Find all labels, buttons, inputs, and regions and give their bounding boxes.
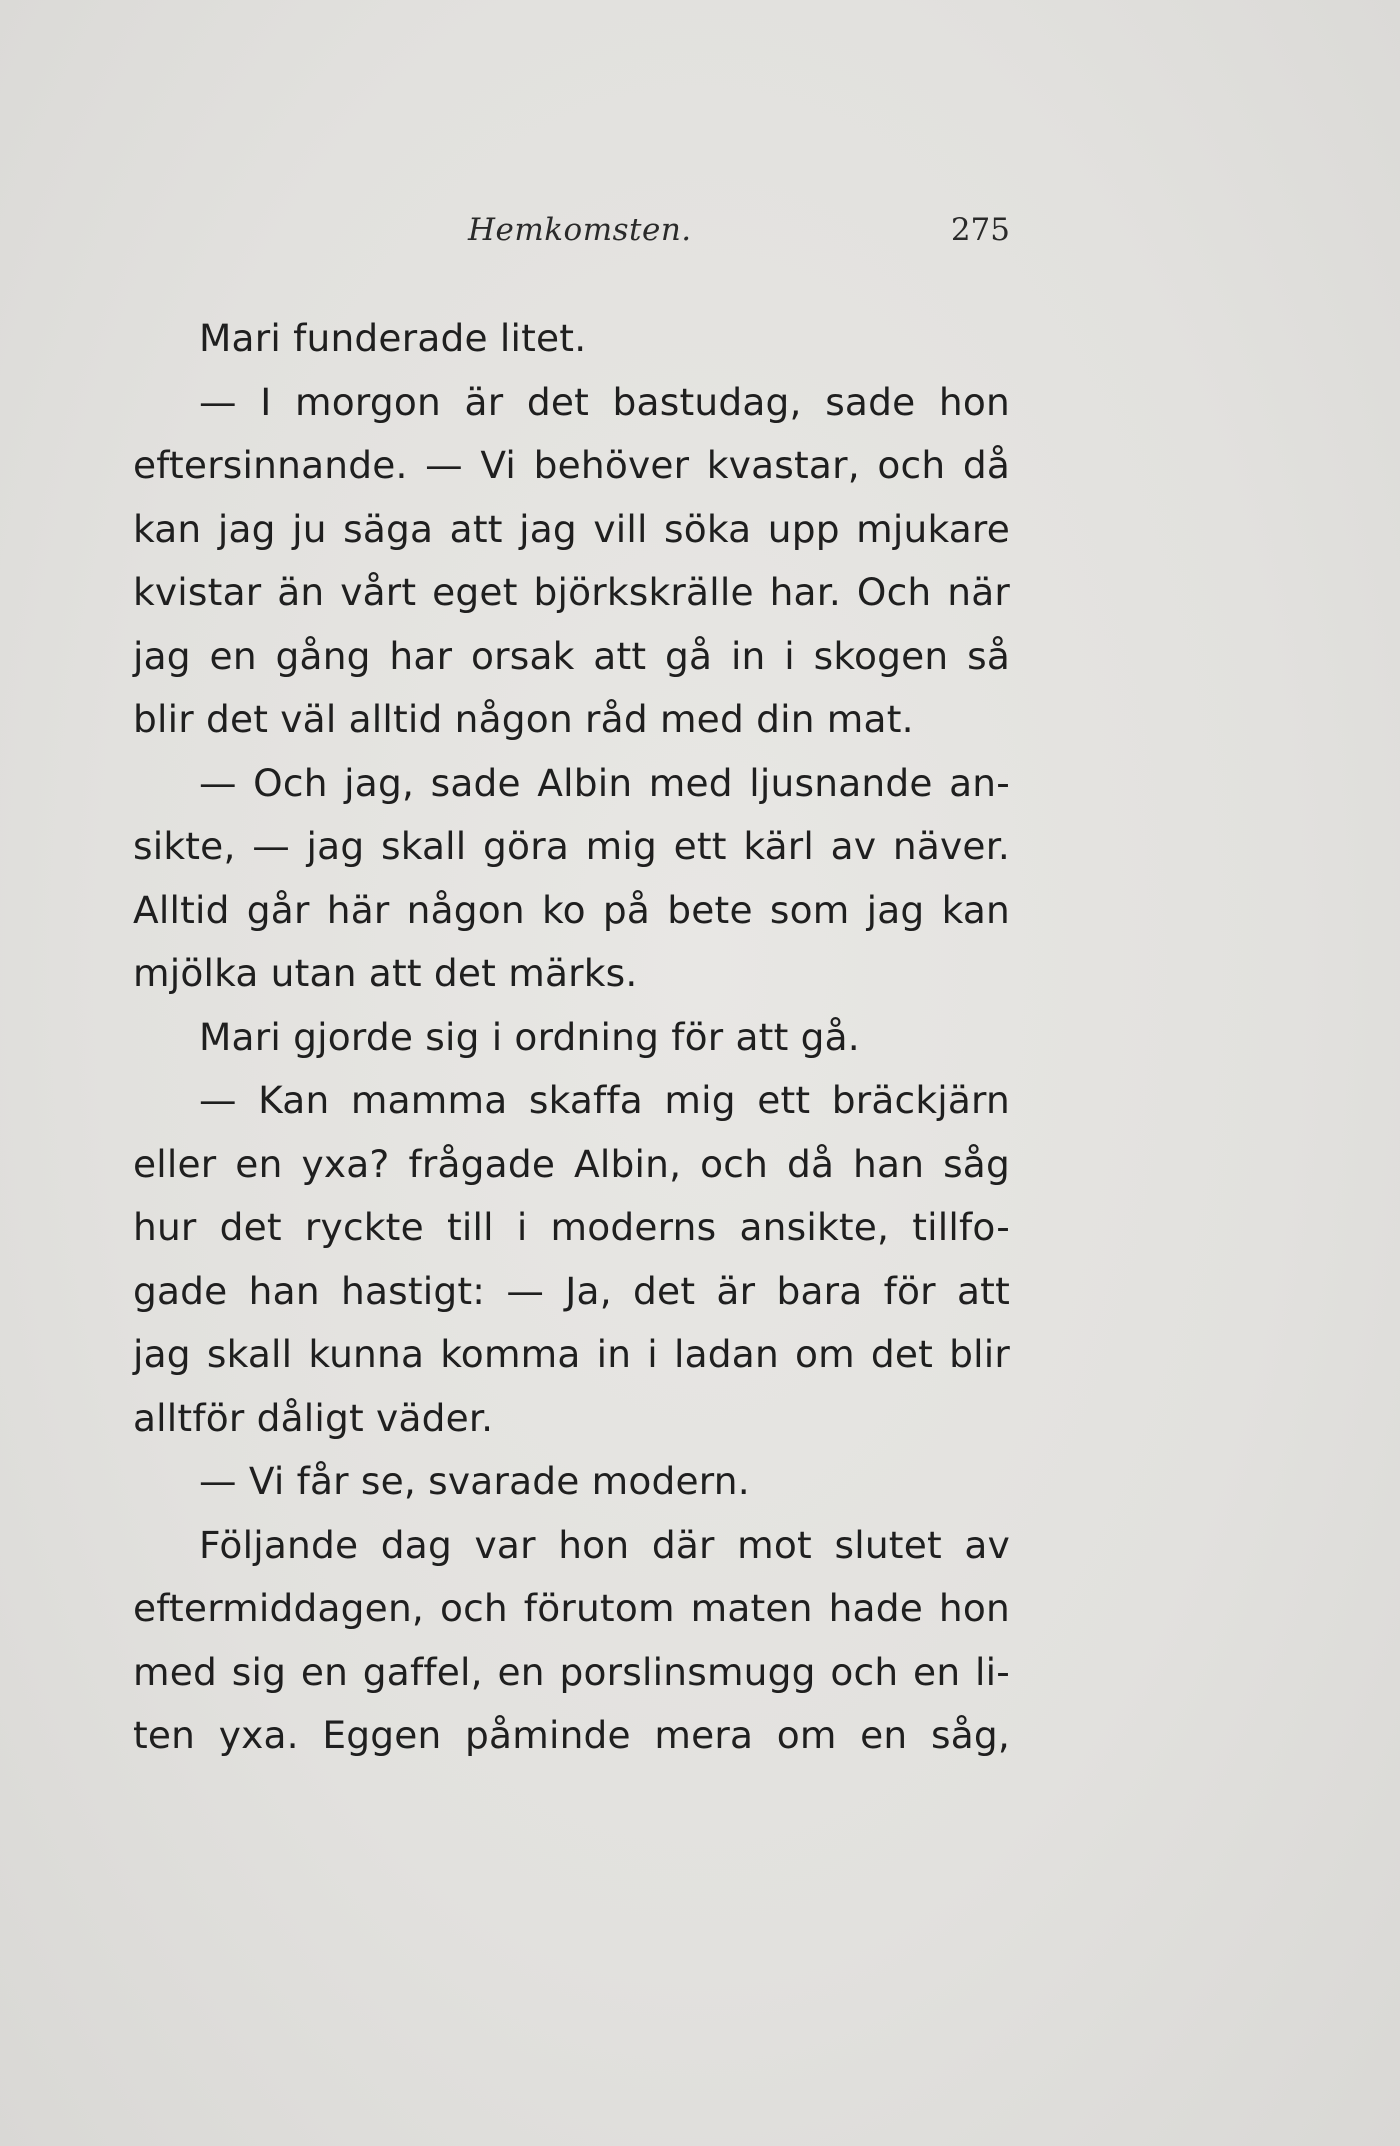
text-line: kvistar än vårt eget björkskrälle har. Och när bbox=[133, 570, 1010, 614]
text-line: jag skall kunna komma in i ladan om det blir bbox=[133, 1332, 1010, 1376]
text-line: alltför dåligt väder. bbox=[133, 1395, 494, 1440]
text-line: eftersinnande. — Vi behöver kvastar, och då bbox=[133, 443, 1010, 487]
text-line: mjölka utan att det märks. bbox=[133, 951, 638, 995]
text-line: Alltid går här någon ko på bete som jag kan bbox=[133, 887, 1010, 932]
text-line: Mari funderade litet. bbox=[199, 316, 587, 360]
body-text bbox=[133, 307, 1010, 1768]
running-head: Hemkomsten. bbox=[468, 212, 692, 248]
text-line: kan jag ju säga att jag vill söka upp mjukare bbox=[133, 506, 1010, 551]
text-line: med sig en gaffel, en porslinsmugg och en li- bbox=[133, 1649, 1010, 1694]
text-line: eller en yxa? frågade Albin, och då han såg bbox=[133, 1141, 1010, 1186]
text-line: hur det ryckte till i moderns ansikte, tillfo- bbox=[133, 1205, 1010, 1249]
text-line: blir det väl alltid någon råd med din mat. bbox=[133, 697, 914, 741]
text-line: — Och jag, sade Albin med ljusnande an- bbox=[199, 760, 1010, 805]
text-line: — I morgon är det bastudag, sade hon bbox=[199, 379, 1010, 424]
text-line: — Vi får se, svarade modern. bbox=[199, 1459, 750, 1503]
text-line: Mari gjorde sig i ordning för att gå. bbox=[199, 1014, 860, 1059]
text-line: eftermiddagen, och förutom maten hade hon bbox=[133, 1586, 1010, 1630]
text-line: Följande dag var hon där mot slutet av bbox=[199, 1522, 1010, 1567]
page-header bbox=[133, 212, 1010, 262]
text-line: — Kan mamma skaffa mig ett bräckjärn bbox=[199, 1078, 1010, 1122]
page-number: 275 bbox=[950, 212, 1010, 248]
text-line: ten yxa. Eggen påminde mera om en såg, bbox=[133, 1713, 1010, 1757]
text-line: sikte, — jag skall göra mig ett kärl av näver. bbox=[133, 824, 1010, 868]
text-line: jag en gång har orsak att gå in i skogen så bbox=[133, 633, 1010, 678]
text-line: gade han hastigt: — Ja, det är bara för att bbox=[133, 1268, 1010, 1313]
